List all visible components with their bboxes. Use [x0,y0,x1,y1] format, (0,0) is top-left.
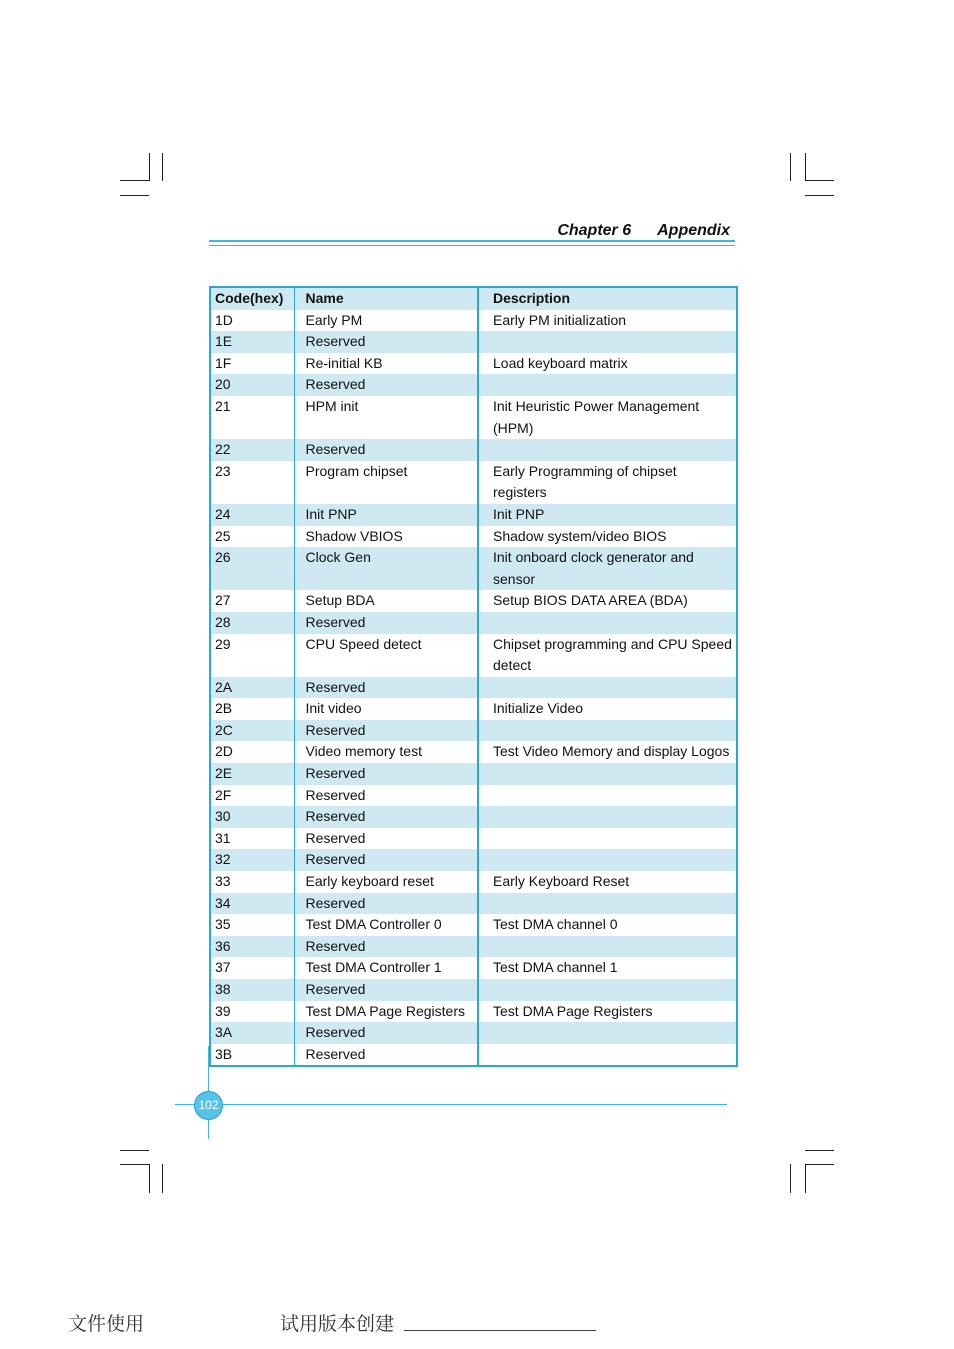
name-cell: Program chipset [294,461,478,504]
name-cell: Test DMA Controller 1 [294,957,478,979]
chapter-label: Chapter 6 [557,222,632,239]
watermark-underline [404,1330,596,1331]
description-cell [478,893,737,915]
code-cell: 21 [215,397,231,414]
table-row [210,353,737,375]
table-row [210,1022,737,1044]
code-cell: 33 [215,873,231,890]
code-cell: 3B [215,1045,233,1062]
code-cell: 29 [215,635,231,652]
name-cell: Shadow VBIOS [294,526,478,548]
table-row [210,396,737,439]
name-cell: Reserved [294,331,478,353]
code-cell: 24 [210,504,294,526]
code-cell: 2F [215,786,232,803]
name-cell: Reserved [294,612,478,634]
name-cell: Video memory test [294,741,478,763]
code-cell: 26 [210,547,294,590]
name-cell: Reserved [294,785,478,807]
page-number: 102 [194,1091,223,1120]
name-cell: Early keyboard reset [294,871,478,893]
code-cell: 3A [210,1022,294,1044]
table-row [210,893,737,915]
table-row [210,698,737,720]
description-cell: Early Keyboard Reset [478,871,737,893]
description-cell: Early PM initialization [478,310,737,332]
watermark-left: 文件使用 [68,1313,145,1335]
column-header-description: Description [478,287,737,310]
name-cell: Reserved [294,1044,478,1067]
description-cell [478,612,737,634]
table-row [210,741,737,763]
name-cell: Reserved [294,849,478,871]
code-cell: 2C [210,720,294,742]
code-cell: 36 [210,936,294,958]
code-cell: 32 [210,849,294,871]
name-cell: Test DMA Page Registers [294,1001,478,1023]
description-cell: Early Programming of chipset registers [478,461,737,504]
table-row [210,849,737,871]
table-row [210,914,737,936]
code-cell: 39 [215,1002,231,1019]
code-cell: 28 [210,612,294,634]
name-cell: Re-initial KB [294,353,478,375]
description-cell [478,828,737,850]
table-row [210,957,737,979]
table-row [210,785,737,807]
description-cell: Test DMA channel 0 [478,914,737,936]
table-row [210,374,737,396]
table-header-row [210,287,737,310]
name-cell: Reserved [294,893,478,915]
description-cell: Chipset programming and CPU Speed detect [478,634,737,677]
description-cell [478,374,737,396]
description-cell [478,720,737,742]
description-cell [478,785,737,807]
code-cell: 27 [215,592,231,609]
name-cell: Test DMA Controller 0 [294,914,478,936]
description-cell: Init PNP [478,504,737,526]
code-cell: 30 [210,806,294,828]
description-cell [478,806,737,828]
name-cell: Clock Gen [294,547,478,590]
name-cell: Reserved [294,374,478,396]
table-row [210,936,737,958]
table-row [210,310,737,332]
code-cell: 1D [215,311,233,328]
header-rule-thin [209,245,735,246]
description-cell [478,331,737,353]
table-row [210,979,737,1001]
description-cell: Setup BIOS DATA AREA (BDA) [478,590,737,612]
description-cell: Test Video Memory and display Logos [478,741,737,763]
description-cell [478,936,737,958]
code-cell: 25 [215,527,231,544]
code-cell: 1E [210,331,294,353]
column-header-name: Name [294,287,478,310]
header-rule [209,240,735,242]
watermark-right: 试用版本创建 [280,1313,395,1335]
description-cell [478,439,737,461]
description-cell: Initialize Video [478,698,737,720]
table-row [210,547,737,590]
name-cell: Reserved [294,936,478,958]
name-cell: Reserved [294,677,478,699]
table-row [210,439,737,461]
code-cell: 2A [210,677,294,699]
code-cell: 22 [210,439,294,461]
code-cell: 2E [210,763,294,785]
name-cell: Reserved [294,439,478,461]
name-cell: Reserved [294,979,478,1001]
code-cell: 31 [215,829,231,846]
table-row [210,461,737,504]
section-label: Appendix [657,222,730,239]
name-cell: Reserved [294,1022,478,1044]
description-cell [478,849,737,871]
code-cell: 34 [210,893,294,915]
description-cell: Init Heuristic Power Management (HPM) [478,396,737,439]
name-cell: Init PNP [294,504,478,526]
name-cell: Reserved [294,806,478,828]
description-cell: Shadow system/video BIOS [478,526,737,548]
code-cell: 2B [215,700,233,717]
code-cell: 20 [210,374,294,396]
description-cell [478,763,737,785]
name-cell: HPM init [294,396,478,439]
description-cell: Load keyboard matrix [478,353,737,375]
name-cell: Init video [294,698,478,720]
table-row [210,331,737,353]
table-row [210,526,737,548]
description-cell: Test DMA channel 1 [478,957,737,979]
table-row [210,1001,737,1023]
post-code-table [209,286,738,1067]
table-row [210,612,737,634]
name-cell: Reserved [294,828,478,850]
table-row [210,677,737,699]
table-row [210,763,737,785]
description-cell [478,1044,737,1067]
code-cell: 35 [215,916,231,933]
name-cell: Setup BDA [294,590,478,612]
code-cell: 23 [215,462,231,479]
footer-rule [175,1104,727,1105]
code-cell: 37 [215,959,231,976]
description-cell [478,979,737,1001]
code-cell: 1F [215,354,232,371]
name-cell: CPU Speed detect [294,634,478,677]
table-row [210,871,737,893]
table-row [210,720,737,742]
page-header [540,222,730,240]
description-cell: Init onboard clock generator and sensor [478,547,737,590]
column-header-code: Code(hex) [210,287,294,310]
table-row [210,634,737,677]
name-cell: Reserved [294,720,478,742]
description-cell: Test DMA Page Registers [478,1001,737,1023]
table-row [210,504,737,526]
description-cell [478,1022,737,1044]
code-cell: 38 [210,979,294,1001]
name-cell: Reserved [294,763,478,785]
table-row [210,828,737,850]
name-cell: Early PM [294,310,478,332]
table-row [210,590,737,612]
description-cell [478,677,737,699]
table-row [210,1044,737,1067]
code-cell: 2D [215,743,233,760]
table-row [210,806,737,828]
